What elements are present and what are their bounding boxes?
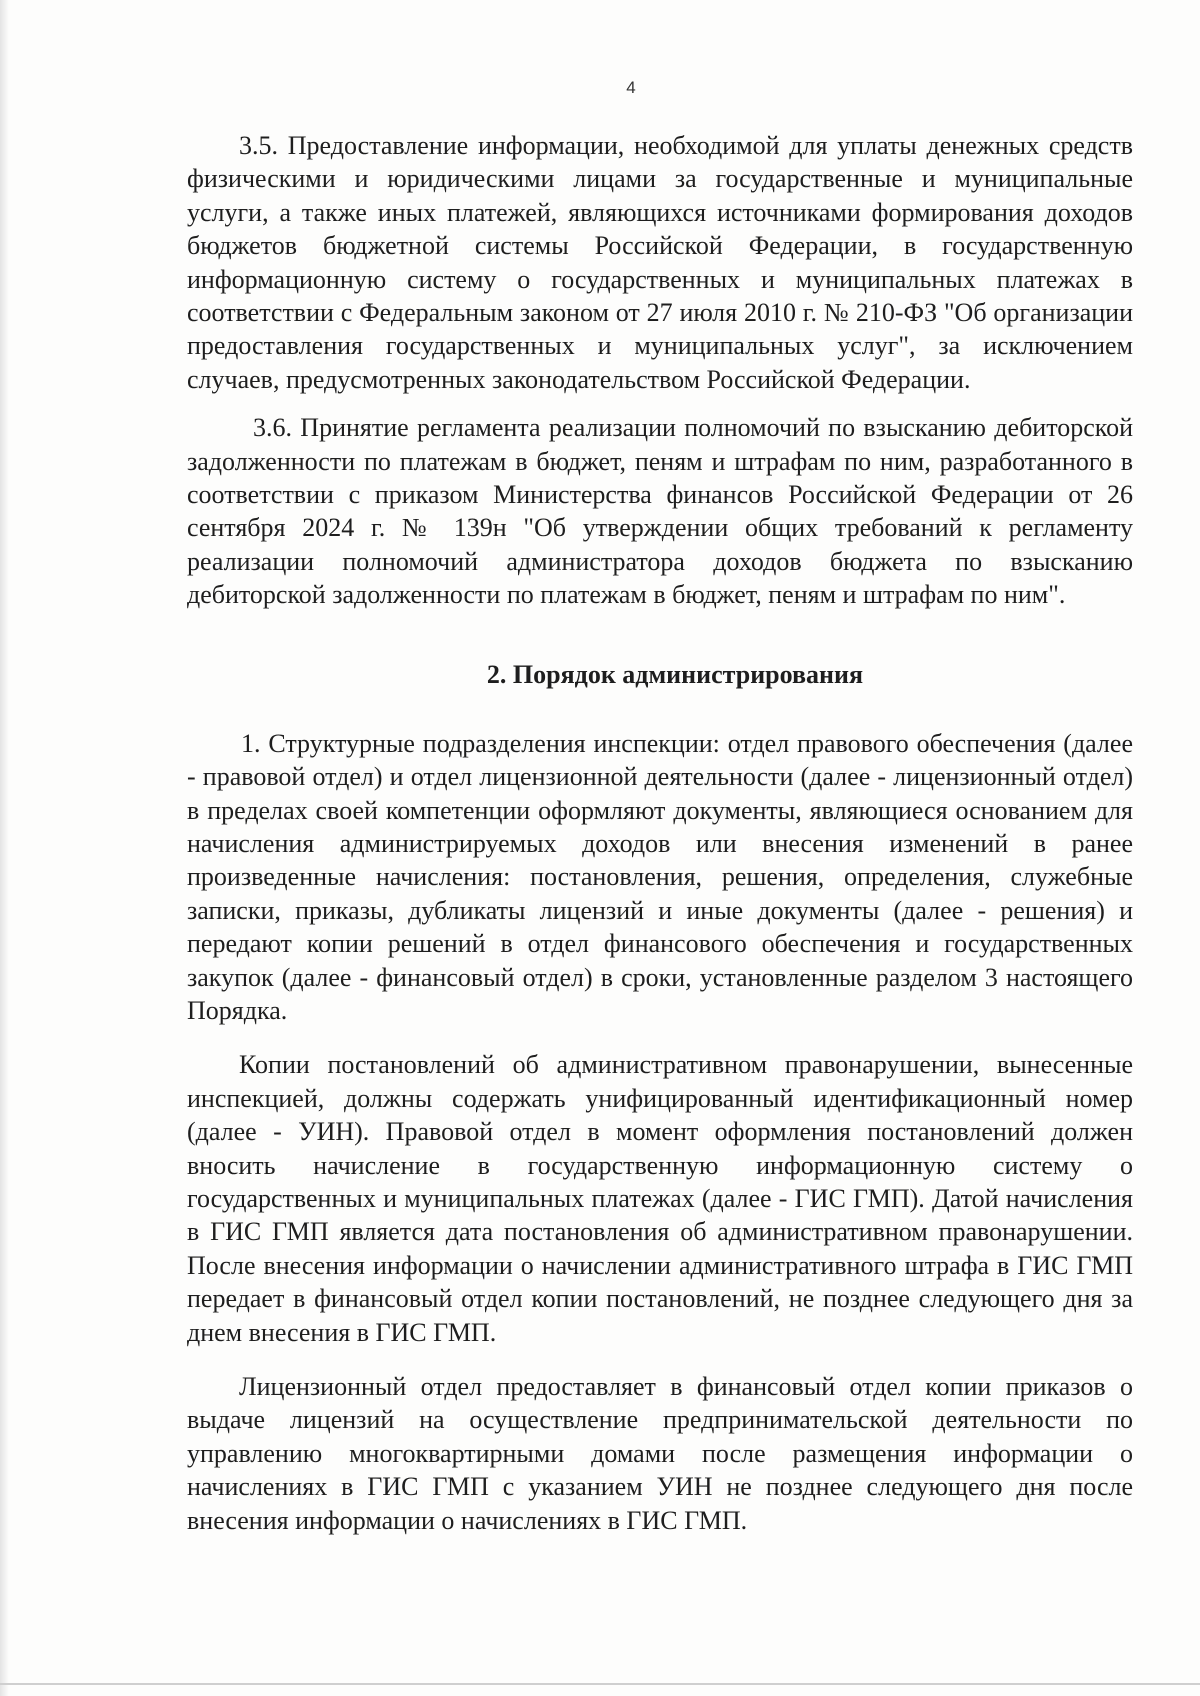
document-body	[187, 129, 1133, 1537]
paragraph-3-6: 3.6. Принятие регламента реализации полномочий по взысканию дебиторской задолженности по платежам в бюджет, пеням и штрафам по ним, разработанного в соответствии с приказом Министерства финансов Российской Федерации от 26 сентября 2024 г. № 139н "Об утверждении общих требований к регламенту реализации полномочий администратора доходов бюджета по взысканию дебиторской задолженности по платежам в бюджет, пеням и штрафам по ним".	[187, 413, 1133, 610]
scan-edge	[0, 0, 9, 1696]
paragraph-3-5: 3.5. Предоставление информации, необходимой для уплаты денежных средств физическими и юридическими лицами за государственные и муниципальные услуги, а также иных платежей, являющихся источниками формирования доходов бюджетов бюджетной системы Российской Федерации, в государственную информационную систему о государственных и муниципальных платежах в соответствии с Федеральным законом от 27 июля 2010 г. № 210-ФЗ "Об организации предоставления государственных и муниципальных услуг", за исключением случаев, предусмотренных законодательством Российской Федерации.	[187, 131, 1133, 394]
section-2-paragraph-2: Копии постановлений об административном правонарушении, вынесенные инспекцией, должны содержать унифицированный идентификационный номер (далее - УИН). Правовой отдел в момент оформления постановлений должен вносить начисление в государственную информационную систему о государственных и муниципальных платежах (далее - ГИС ГМП). Датой начисления в ГИС ГМП является дата постановления об административном правонарушении. После внесения информации о начислении административного штрафа в ГИС ГМП передает в финансовый отдел копии постановлений, не позднее следующего дня за днем внесения в ГИС ГМП.	[187, 1050, 1133, 1347]
section-heading: 2. Порядок администрирования	[486, 659, 864, 689]
section-2-paragraph-3: Лицензионный отдел предоставляет в финансовый отдел копии приказов о выдаче лицензий на осуществление предпринимательской деятельности по управлению многоквартирными домами после размещения информации о начислениях в ГИС ГМП с указанием УИН не позднее следующего дня после внесения информации о начислениях в ГИС ГМП.	[187, 1372, 1133, 1535]
page-number: 4	[626, 78, 636, 97]
scan-edge-bottom	[0, 1683, 1200, 1685]
section-2-paragraph-1: 1. Структурные подразделения инспекции: отдел правового обеспечения (далее - правовой отдел) и отдел лицензионной деятельности (далее - лицензионный отдел) в пределах своей компетенции оформляют документы, являющиеся основанием для начисления администрируемых доходов или внесения изменений в ранее произведенные начисления: постановления, решения, определения, служебные записки, приказы, дубликаты лицензий и иные документы (далее - решения) и передают копии решений в отдел финансового обеспечения и государственных закупок (далее - финансовый отдел) в сроки, установленные разделом 3 настоящего Порядка.	[187, 728, 1133, 1025]
